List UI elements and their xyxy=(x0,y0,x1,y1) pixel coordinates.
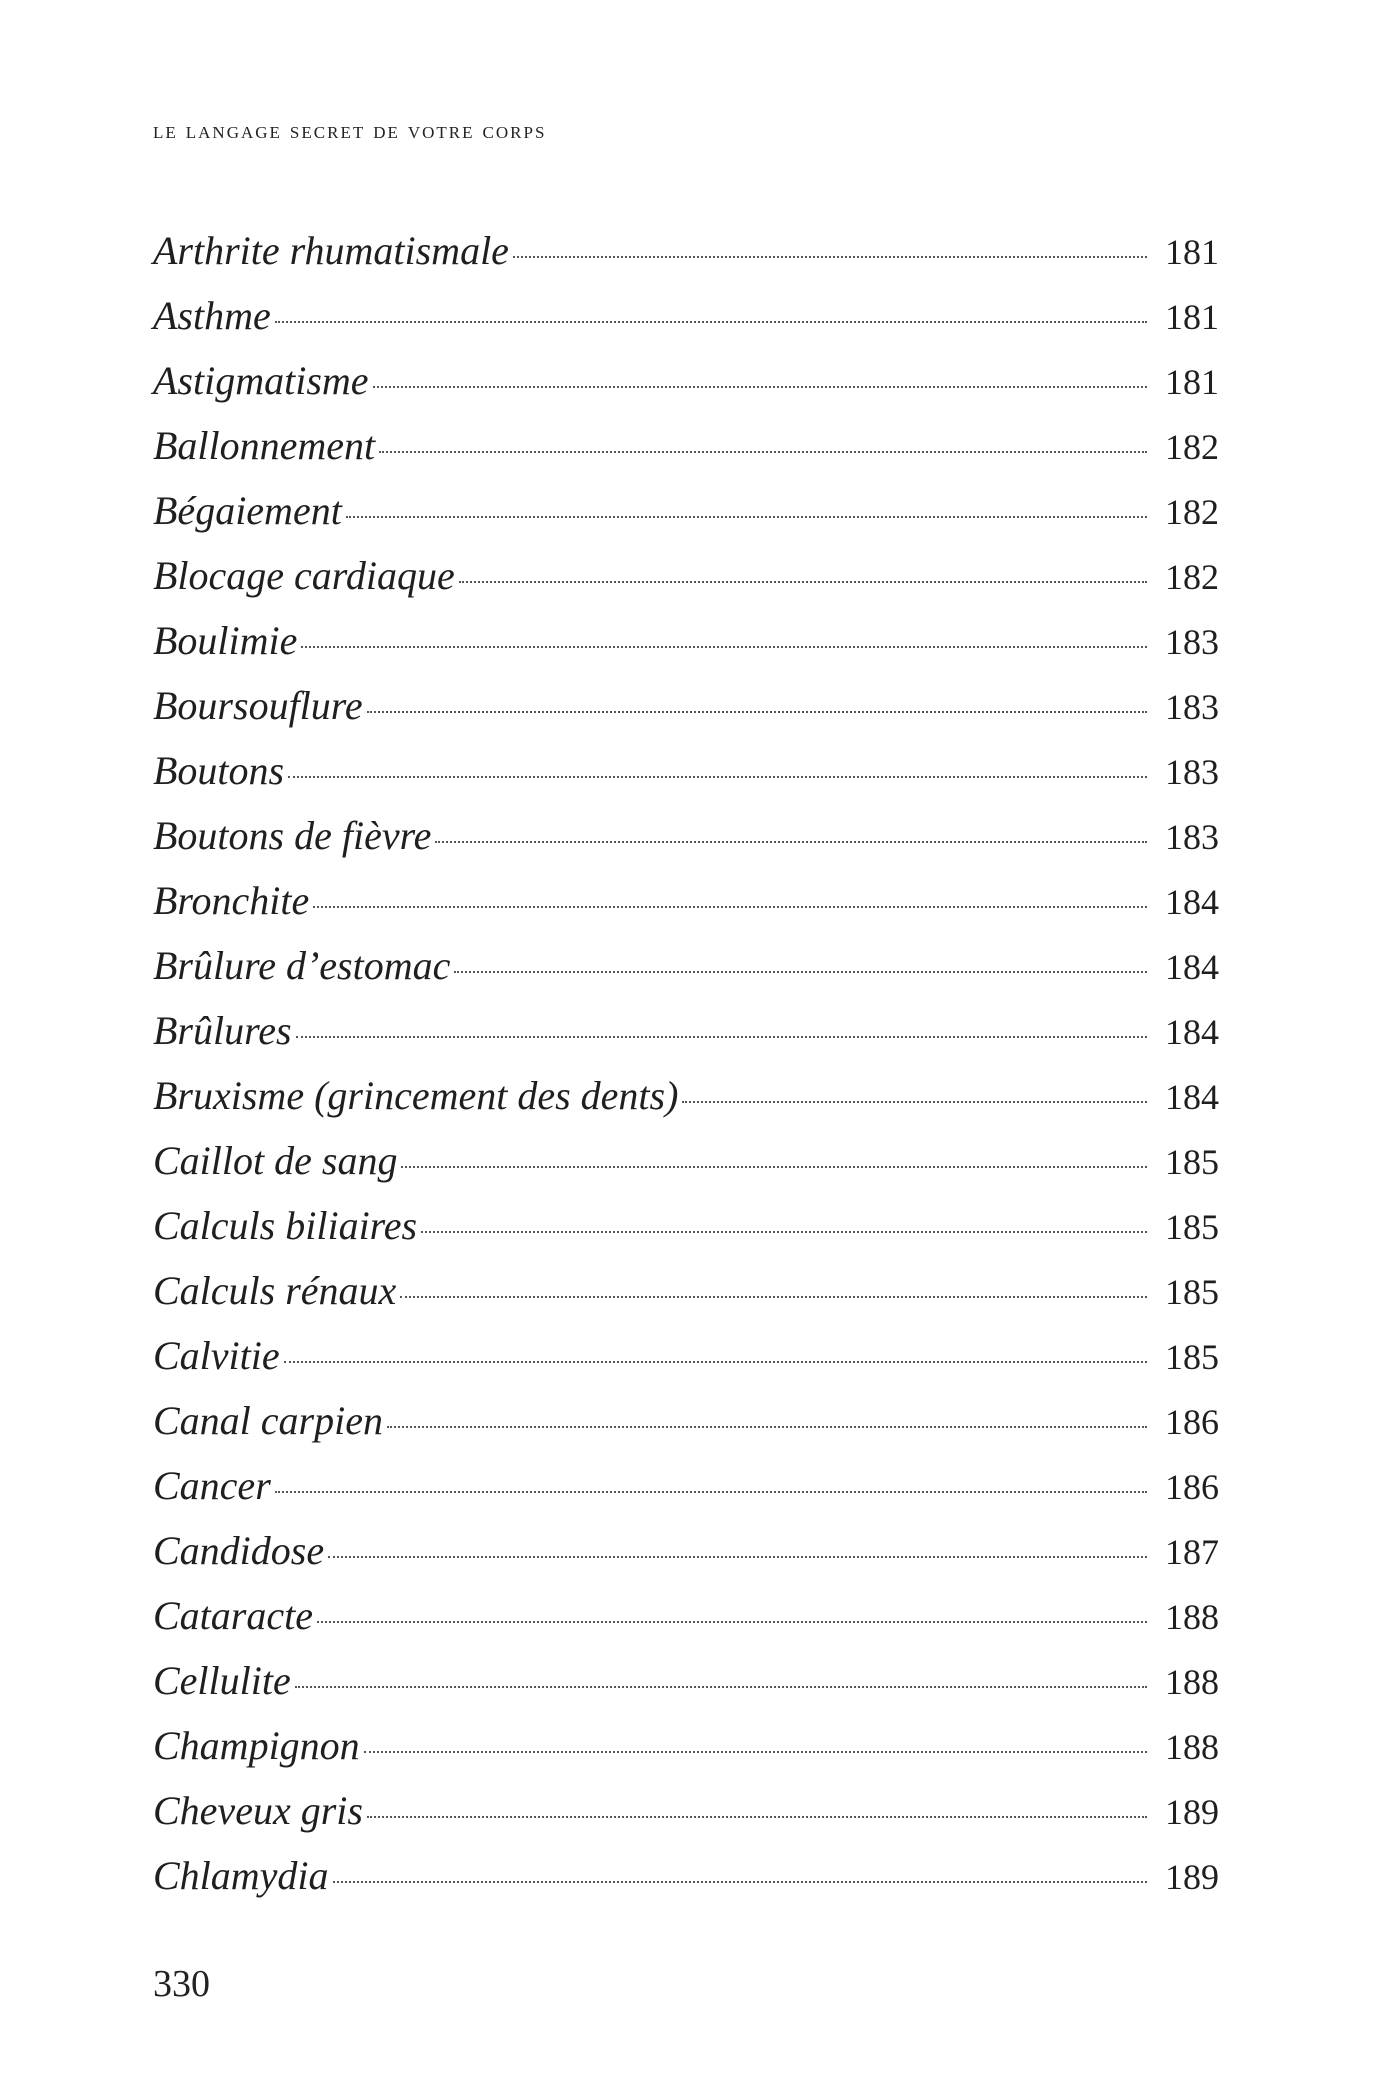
dot-leader xyxy=(421,1231,1147,1233)
entry-page-number: 182 xyxy=(1165,492,1219,532)
toc-entry xyxy=(153,218,1219,283)
entry-title: Boursouflure xyxy=(153,683,363,728)
dot-leader xyxy=(401,1166,1147,1168)
entry-title: Calculs rénaux xyxy=(153,1268,397,1313)
toc-entry xyxy=(153,1648,1219,1713)
entry-page-number: 181 xyxy=(1165,232,1219,272)
toc-entry xyxy=(153,283,1219,348)
entry-title: Ballonnement xyxy=(153,423,376,468)
dot-leader xyxy=(387,1426,1147,1428)
toc-entry xyxy=(153,1778,1219,1843)
entry-page-number: 182 xyxy=(1165,427,1219,467)
entry-title: Boutons de fièvre xyxy=(153,813,432,858)
entry-title: Boutons xyxy=(153,748,285,793)
entry-title: Bégaiement xyxy=(153,488,342,533)
entry-page-number: 188 xyxy=(1165,1597,1219,1637)
dot-leader xyxy=(275,1491,1147,1493)
entry-page-number: 187 xyxy=(1165,1532,1219,1572)
entry-title: Caillot de sang xyxy=(153,1138,398,1183)
entry-page-number: 189 xyxy=(1165,1792,1219,1832)
dot-leader xyxy=(513,256,1147,258)
dot-leader xyxy=(275,321,1147,323)
toc-entry xyxy=(153,1583,1219,1648)
toc-entry xyxy=(153,1258,1219,1323)
dot-leader xyxy=(288,776,1147,778)
entry-page-number: 184 xyxy=(1165,1077,1219,1117)
dot-leader xyxy=(301,646,1147,648)
entry-page-number: 184 xyxy=(1165,882,1219,922)
entry-title: Bruxisme (grincement des dents) xyxy=(153,1073,679,1118)
entry-title: Brûlure d’estomac xyxy=(153,943,451,988)
dot-leader xyxy=(367,711,1147,713)
toc-entry xyxy=(153,1193,1219,1258)
dot-leader xyxy=(367,1816,1147,1818)
dot-leader xyxy=(313,906,1147,908)
entry-page-number: 183 xyxy=(1165,687,1219,727)
entry-page-number: 185 xyxy=(1165,1142,1219,1182)
entry-title: Candidose xyxy=(153,1528,325,1573)
entry-title: Blocage cardiaque xyxy=(153,553,455,598)
entry-page-number: 183 xyxy=(1165,752,1219,792)
dot-leader xyxy=(364,1751,1147,1753)
dot-leader xyxy=(459,581,1147,583)
dot-leader xyxy=(435,841,1147,843)
dot-leader xyxy=(284,1361,1147,1363)
toc-entry xyxy=(153,1323,1219,1388)
entry-title: Calvitie xyxy=(153,1333,280,1378)
entry-page-number: 182 xyxy=(1165,557,1219,597)
entry-title: Champignon xyxy=(153,1723,360,1768)
toc-entry xyxy=(153,543,1219,608)
entry-title: Cellulite xyxy=(153,1658,291,1703)
entry-page-number: 186 xyxy=(1165,1402,1219,1442)
page-number: 330 xyxy=(153,1963,210,2005)
entry-page-number: 189 xyxy=(1165,1857,1219,1897)
entry-title: Boulimie xyxy=(153,618,298,663)
toc-entry xyxy=(153,1843,1219,1908)
entry-page-number: 188 xyxy=(1165,1727,1219,1767)
toc-entry xyxy=(153,1453,1219,1518)
dot-leader xyxy=(333,1881,1147,1883)
entry-title: Brûlures xyxy=(153,1008,292,1053)
dot-leader xyxy=(454,971,1147,973)
dot-leader xyxy=(682,1101,1147,1103)
dot-leader xyxy=(328,1556,1147,1558)
entry-page-number: 185 xyxy=(1165,1272,1219,1312)
entry-page-number: 184 xyxy=(1165,947,1219,987)
toc-entry xyxy=(153,413,1219,478)
entry-title: Arthrite rhumatismale xyxy=(153,228,509,273)
dot-leader xyxy=(379,451,1147,453)
toc-entry xyxy=(153,933,1219,998)
entry-title: Cataracte xyxy=(153,1593,313,1638)
entry-title: Astigmatisme xyxy=(153,358,369,403)
entry-page-number: 184 xyxy=(1165,1012,1219,1052)
entry-page-number: 186 xyxy=(1165,1467,1219,1507)
toc-entry xyxy=(153,1128,1219,1193)
toc-entry xyxy=(153,1518,1219,1583)
entry-page-number: 181 xyxy=(1165,297,1219,337)
toc-entry xyxy=(153,1388,1219,1453)
toc-entry xyxy=(153,1713,1219,1778)
toc-entry xyxy=(153,478,1219,543)
dot-leader xyxy=(317,1621,1147,1623)
toc-entry xyxy=(153,608,1219,673)
toc-entry xyxy=(153,868,1219,933)
entry-page-number: 183 xyxy=(1165,622,1219,662)
toc-entry xyxy=(153,1063,1219,1128)
toc-entry xyxy=(153,348,1219,413)
entry-title: Calculs biliaires xyxy=(153,1203,418,1248)
dot-leader xyxy=(296,1036,1147,1038)
entry-title: Asthme xyxy=(153,293,271,338)
running-head: le langage secret de votre corps xyxy=(153,118,547,144)
entry-page-number: 183 xyxy=(1165,817,1219,857)
entry-title: Chlamydia xyxy=(153,1853,329,1898)
toc-entry xyxy=(153,998,1219,1063)
toc-entry xyxy=(153,803,1219,868)
entry-title: Bronchite xyxy=(153,878,310,923)
toc-entry xyxy=(153,738,1219,803)
entry-page-number: 188 xyxy=(1165,1662,1219,1702)
entry-title: Cancer xyxy=(153,1463,271,1508)
entry-page-number: 181 xyxy=(1165,362,1219,402)
dot-leader xyxy=(295,1686,1147,1688)
entry-title: Cheveux gris xyxy=(153,1788,363,1833)
dot-leader xyxy=(346,516,1147,518)
dot-leader xyxy=(373,386,1147,388)
entry-page-number: 185 xyxy=(1165,1337,1219,1377)
entry-page-number: 185 xyxy=(1165,1207,1219,1247)
toc-entry xyxy=(153,673,1219,738)
entry-title: Canal carpien xyxy=(153,1398,383,1443)
dot-leader xyxy=(400,1296,1147,1298)
table-of-contents xyxy=(153,218,1219,1908)
